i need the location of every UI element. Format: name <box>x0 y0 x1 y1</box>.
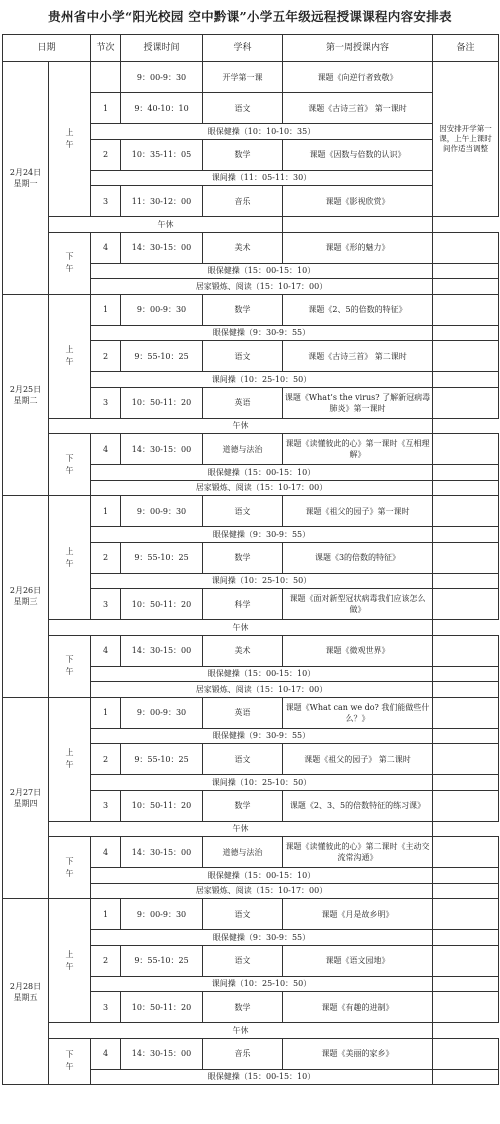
content-cell: 课题《古诗三首》 第一课时 <box>283 93 433 124</box>
subject-cell: 美术 <box>203 232 283 263</box>
note-empty <box>433 930 499 946</box>
morning-text: 上午 <box>65 546 74 568</box>
afternoon-text: 下午 <box>65 856 74 878</box>
note-empty <box>433 1038 499 1069</box>
subject-cell: 数学 <box>203 294 283 325</box>
period-cell: 4 <box>91 635 121 666</box>
subject-cell: 数学 <box>203 542 283 573</box>
period-cell: 2 <box>91 139 121 170</box>
morning-text: 上午 <box>65 748 74 769</box>
morning-label <box>49 899 91 1023</box>
morning-label <box>49 496 91 620</box>
content-cell: 课题《有趣的进制》 <box>283 992 433 1023</box>
weekday-label: 星期四 <box>13 798 38 808</box>
content-cell: 课题《2、3、5的倍数特征的练习课》 <box>283 790 433 821</box>
time-cell: 14：30-15：00 <box>121 1038 203 1069</box>
content-cell: 课题《微观世界》 <box>283 635 433 666</box>
content-cell: 课题《3的倍数的特征》 <box>283 542 433 573</box>
note-empty <box>433 899 499 930</box>
table-row <box>3 837 499 868</box>
break-cell: 居家锻炼、阅读（15：10-17：00） <box>91 480 433 496</box>
content-cell: 课题《What can we do? 我们能做些什么？》 <box>283 697 433 728</box>
note-empty <box>433 527 499 543</box>
afternoon-label <box>49 1038 91 1085</box>
subject-cell: 语文 <box>203 341 283 372</box>
header-subject: 学科 <box>203 35 283 62</box>
note-empty <box>433 434 499 465</box>
subject-cell: 科学 <box>203 589 283 620</box>
noon-cell: 午休 <box>49 620 433 636</box>
schedule-body <box>3 62 499 1085</box>
period-cell: 1 <box>91 899 121 930</box>
content-cell: 课题《祖父的园子》 第二课时 <box>283 744 433 775</box>
noon-row <box>3 217 499 233</box>
break-cell: 课间操（10：25-10：50） <box>91 372 433 388</box>
morning-text: 上午 <box>65 949 74 971</box>
content-cell: 课题《美丽的家乡》 <box>283 1038 433 1069</box>
period-cell: 1 <box>91 294 121 325</box>
period-cell: 3 <box>91 387 121 418</box>
note-empty <box>433 775 499 791</box>
header-date: 日期 <box>3 35 91 62</box>
period-cell: 4 <box>91 1038 121 1069</box>
break-cell: 眼保健操（9：30-9：55） <box>91 527 433 543</box>
note-empty <box>433 387 499 418</box>
note-empty <box>433 635 499 666</box>
note-empty <box>433 542 499 573</box>
note-empty <box>433 744 499 775</box>
note-empty <box>433 465 499 481</box>
note-empty <box>433 232 499 263</box>
morning-label <box>49 294 91 418</box>
subject-cell: 音乐 <box>203 186 283 217</box>
time-cell: 9：55-10：25 <box>121 341 203 372</box>
afternoon-text: 下午 <box>65 252 74 273</box>
page-title: 贵州省中小学“阳光校园 空中黔课”小学五年级远程授课课程内容安排表 <box>48 9 452 24</box>
note-empty <box>433 682 499 698</box>
content-cell: 课题《读懂彼此的心》第一课时《互相理解》 <box>283 434 433 465</box>
note-empty <box>433 325 499 341</box>
weekday-label: 星期三 <box>13 597 38 607</box>
date-cell <box>3 62 49 295</box>
note-empty <box>433 372 499 388</box>
noon-row <box>3 418 499 434</box>
date-cell <box>3 496 49 698</box>
break-cell: 眼保健操（10：10-10：35） <box>91 124 433 140</box>
noon-cell: 午休 <box>49 821 433 837</box>
table-row <box>3 62 499 93</box>
date-label: 2月27日 <box>9 787 42 797</box>
period-cell: 4 <box>91 434 121 465</box>
content-cell: 课题《读懂彼此的心》第二课时《主动交流常沟通》 <box>283 837 433 868</box>
content-cell: 课题《因数与倍数的认识》 <box>283 139 433 170</box>
time-cell: 9：55-10：25 <box>121 945 203 976</box>
content-cell: 课题《向逆行者致敬》 <box>283 62 433 93</box>
time-cell: 9：55-10：25 <box>121 542 203 573</box>
header-row <box>3 35 499 62</box>
header-content: 第一周授课内容 <box>283 35 433 62</box>
subject-cell: 美术 <box>203 635 283 666</box>
afternoon-text: 下午 <box>65 453 74 475</box>
time-cell: 9：00-9：30 <box>121 62 203 93</box>
subject-cell: 数学 <box>203 790 283 821</box>
break-cell: 课间操（10：25-10：50） <box>91 775 433 791</box>
table-row <box>3 635 499 666</box>
break-cell: 居家锻炼、阅读（15：10-17：00） <box>91 682 433 698</box>
content-cell: 课题《语文园地》 <box>283 945 433 976</box>
subject-cell: 英语 <box>203 387 283 418</box>
subject-cell: 语文 <box>203 744 283 775</box>
period-cell: 1 <box>91 496 121 527</box>
note-empty <box>433 666 499 682</box>
break-cell: 眼保健操（9：30-9：55） <box>91 728 433 744</box>
table-row <box>3 434 499 465</box>
content-cell: 课题《What’s the virus? 了解新冠病毒肺炎》第一课时 <box>283 387 433 418</box>
time-cell: 14：30-15：00 <box>121 837 203 868</box>
period-cell: 1 <box>91 93 121 124</box>
time-cell: 14：30-15：00 <box>121 434 203 465</box>
subject-cell: 数学 <box>203 992 283 1023</box>
note-empty <box>433 976 499 992</box>
afternoon-label <box>49 837 91 899</box>
note-empty <box>433 496 499 527</box>
date-cell <box>3 697 49 899</box>
note-empty <box>433 790 499 821</box>
afternoon-label <box>49 434 91 496</box>
break-cell: 眼保健操（9：30-9：55） <box>91 325 433 341</box>
subject-cell: 数学 <box>203 139 283 170</box>
period-cell: 3 <box>91 992 121 1023</box>
noon-row <box>3 1023 499 1039</box>
note-text: 因安排开学第一课，上午上课时间作适当调整 <box>439 124 492 153</box>
date-label: 2月26日 <box>9 586 42 596</box>
period-cell: 3 <box>91 186 121 217</box>
morning-label <box>49 697 91 821</box>
note-empty <box>433 1069 499 1085</box>
header-time: 授课时间 <box>121 35 203 62</box>
subject-cell: 英语 <box>203 697 283 728</box>
period-cell: 2 <box>91 744 121 775</box>
time-cell: 14：30-15：00 <box>121 635 203 666</box>
weekday-label: 星期二 <box>13 395 38 405</box>
noon-cell: 午休 <box>49 418 433 434</box>
header-note: 备注 <box>433 35 499 62</box>
subject-cell: 音乐 <box>203 1038 283 1069</box>
break-cell: 课间操（10：25-10：50） <box>91 573 433 589</box>
note-empty <box>433 589 499 620</box>
time-cell: 9：55-10：25 <box>121 744 203 775</box>
note-empty <box>433 837 499 868</box>
subject-cell: 语文 <box>203 93 283 124</box>
date-label: 2月28日 <box>9 981 42 991</box>
note-empty <box>433 573 499 589</box>
period-cell: 2 <box>91 945 121 976</box>
time-cell: 10：50-11：20 <box>121 992 203 1023</box>
content-cell: 课题《月是故乡明》 <box>283 899 433 930</box>
table-row <box>3 1038 499 1069</box>
note-empty <box>433 480 499 496</box>
break-cell: 课间操（10：25-10：50） <box>91 976 433 992</box>
break-cell: 眼保健操（15：00-15：10） <box>91 1069 433 1085</box>
time-cell: 14：30-15：00 <box>121 232 203 263</box>
note-empty <box>283 217 433 233</box>
table-row <box>3 899 499 930</box>
break-cell: 课间操（11：05-11：30） <box>91 170 433 186</box>
subject-cell: 语文 <box>203 945 283 976</box>
time-cell: 10：50-11：20 <box>121 790 203 821</box>
content-cell: 课题《祖父的园子》第一课时 <box>283 496 433 527</box>
note-cell <box>433 62 499 217</box>
time-cell: 11：30-12：00 <box>121 186 203 217</box>
weekday-label: 星期五 <box>13 992 38 1002</box>
period-cell: 3 <box>91 790 121 821</box>
subject-cell: 开学第一课 <box>203 62 283 93</box>
afternoon-text: 下午 <box>65 1050 74 1072</box>
time-cell: 9：00-9：30 <box>121 496 203 527</box>
time-cell: 10：50-11：20 <box>121 387 203 418</box>
morning-text: 上午 <box>65 128 74 149</box>
break-cell: 居家锻炼、阅读（15：10-17：00） <box>91 279 433 295</box>
content-cell: 课题《影视欣赏》 <box>283 186 433 217</box>
note-empty <box>433 279 499 295</box>
table-row <box>3 697 499 728</box>
period-cell: 2 <box>91 542 121 573</box>
date-cell <box>3 294 49 496</box>
afternoon-label <box>49 232 91 294</box>
noon-cell: 午休 <box>49 1023 433 1039</box>
break-cell: 眼保健操（9：30-9：55） <box>91 930 433 946</box>
afternoon-text: 下午 <box>65 655 74 676</box>
break-cell: 眼保健操（15：00-15：10） <box>91 666 433 682</box>
table-row <box>3 294 499 325</box>
break-cell: 眼保健操（15：00-15：10） <box>91 263 433 279</box>
weekday-label: 星期一 <box>13 178 38 188</box>
note-empty <box>433 697 499 728</box>
break-cell: 眼保健操（15：00-15：10） <box>91 868 433 884</box>
note-empty <box>433 868 499 884</box>
header-period: 节次 <box>91 35 121 62</box>
break-cell: 居家锻炼、阅读（15：10-17：00） <box>91 883 433 899</box>
morning-text: 上午 <box>65 345 74 366</box>
time-cell: 10：50-11：20 <box>121 589 203 620</box>
subject-cell: 道德与法治 <box>203 837 283 868</box>
note-empty <box>433 992 499 1023</box>
noon-row <box>3 821 499 837</box>
subject-cell: 语文 <box>203 899 283 930</box>
time-cell: 9：00-9：30 <box>121 294 203 325</box>
note-empty <box>433 341 499 372</box>
time-cell: 9：00-9：30 <box>121 697 203 728</box>
period-cell: 4 <box>91 232 121 263</box>
noon-cell: 午休 <box>49 217 283 233</box>
period-cell: 1 <box>91 697 121 728</box>
schedule-table <box>2 34 499 1085</box>
table-row <box>3 496 499 527</box>
subject-cell: 语文 <box>203 496 283 527</box>
content-cell: 课题《形的魅力》 <box>283 232 433 263</box>
content-cell: 课题《面对新型冠状病毒我们应该怎么做》 <box>283 589 433 620</box>
content-cell: 课题《古诗三首》 第二课时 <box>283 341 433 372</box>
note-empty <box>433 263 499 279</box>
break-cell: 眼保健操（15：00-15：10） <box>91 465 433 481</box>
period-cell: 4 <box>91 837 121 868</box>
date-label: 2月24日 <box>9 167 42 177</box>
note-empty <box>433 294 499 325</box>
note-empty <box>433 883 499 899</box>
date-cell <box>3 899 49 1085</box>
note-empty <box>433 728 499 744</box>
date-label: 2月25日 <box>9 384 42 394</box>
afternoon-label <box>49 635 91 697</box>
time-cell: 9：00-9：30 <box>121 899 203 930</box>
table-row <box>3 232 499 263</box>
note-empty <box>433 945 499 976</box>
period-cell: 3 <box>91 589 121 620</box>
time-cell: 9：40-10：10 <box>121 93 203 124</box>
period-cell: 2 <box>91 341 121 372</box>
morning-label <box>49 62 91 217</box>
content-cell: 课题《2、5的倍数的特征》 <box>283 294 433 325</box>
period-cell <box>91 62 121 93</box>
subject-cell: 道德与法治 <box>203 434 283 465</box>
noon-row <box>3 620 499 636</box>
time-cell: 10：35-11：05 <box>121 139 203 170</box>
